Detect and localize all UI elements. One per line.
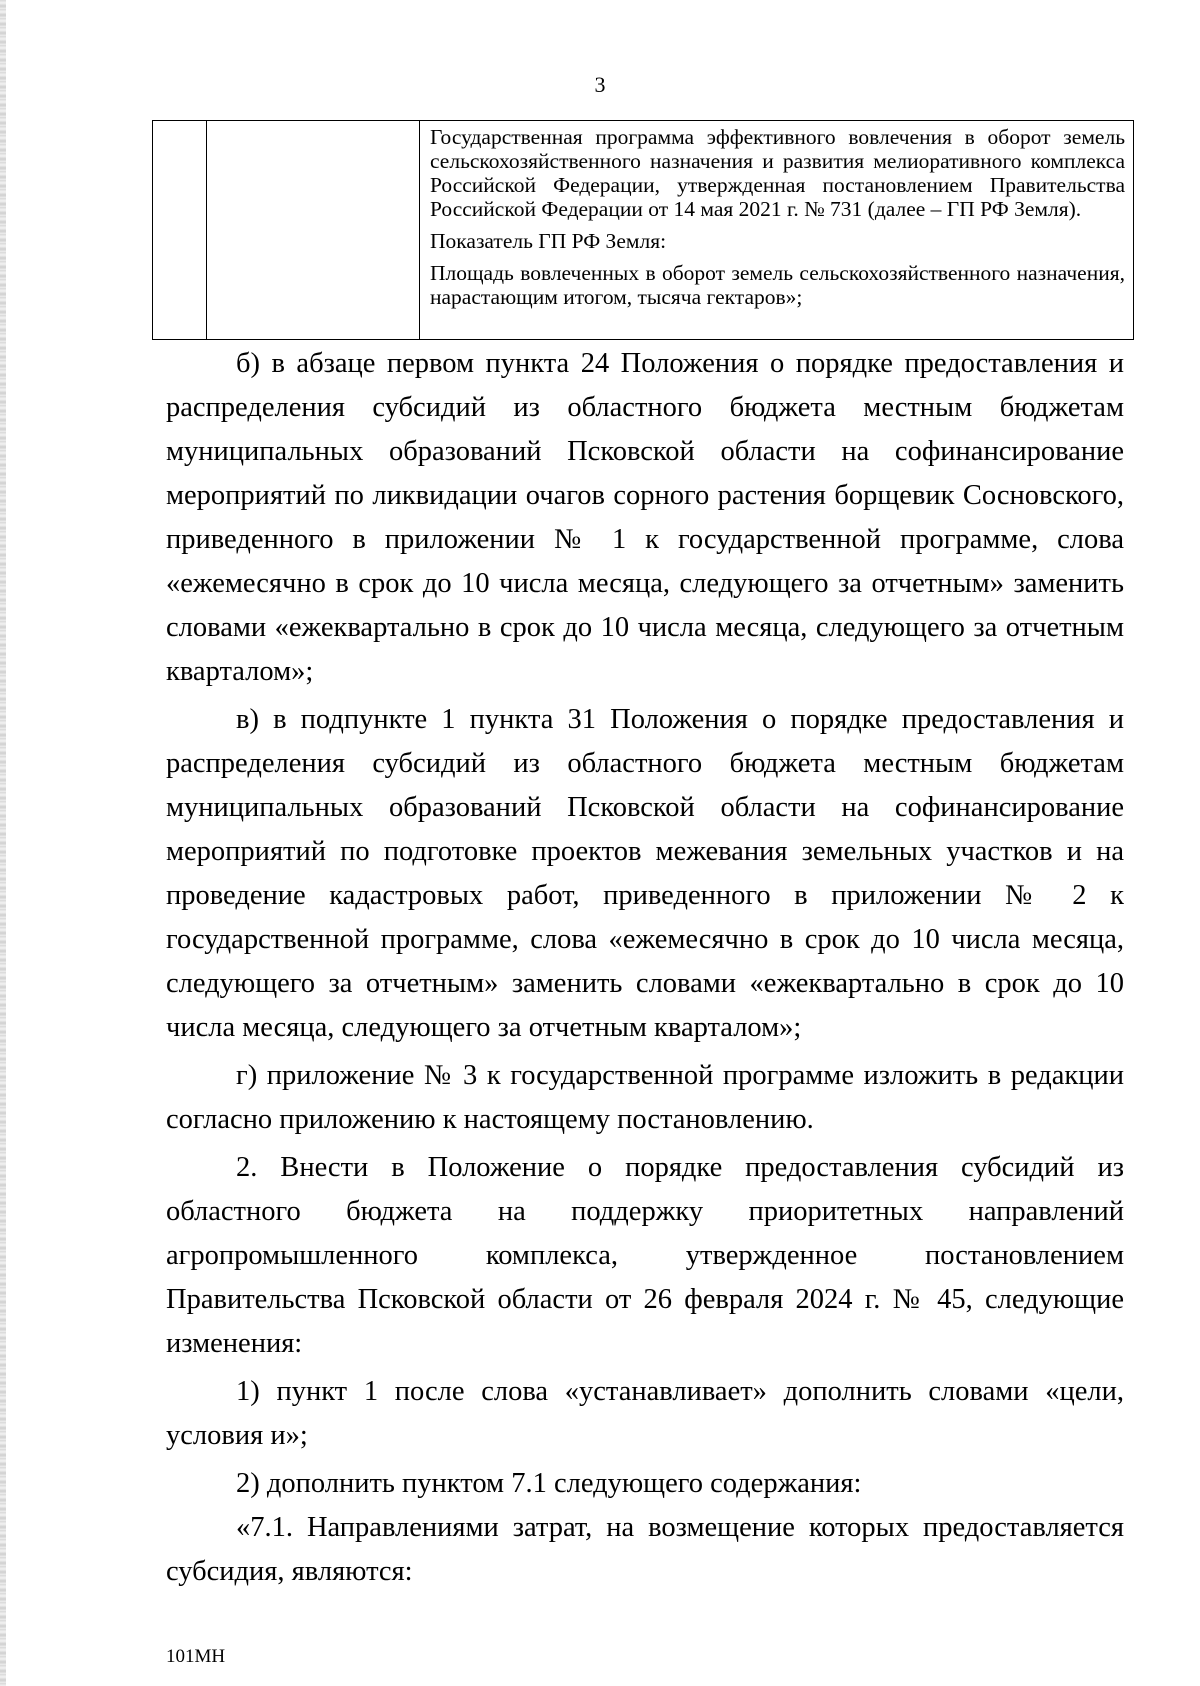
- table-cell-text: [420, 121, 1134, 340]
- scan-edge: [0, 0, 6, 1686]
- paragraph-7-1: «7.1. Направлениями затрат, на возмещение которых предоставляется субсидия, являются:: [166, 1512, 1124, 1587]
- table-cell-empty-1: [153, 121, 207, 340]
- paragraph-2-2: 2) дополнить пунктом 7.1 следующего содержания:: [236, 1468, 862, 1499]
- table-row: [153, 121, 1134, 340]
- program-description: Государственная программа эффективного вовлечения в оборот земель сельскохозяйственного назначения и развития мелиоративного комплекса Российской Федерации, утвержденная постановлением Правительства Российской Федерации от 14 мая 2021 г. № 731 (далее – ГП РФ Земля).: [430, 125, 1125, 221]
- body-text: [166, 342, 1124, 1598]
- indicator-heading: Показатель ГП РФ Земля:: [430, 229, 667, 253]
- paragraph-2-1: 1) пункт 1 после слова «устанавливает» дополнить словами «цели, условия и»;: [166, 1376, 1124, 1451]
- paragraph-g: г) приложение № 3 к государственной программе изложить в редакции согласно приложению к настоящему постановлению.: [166, 1060, 1124, 1135]
- indicator-description: Площадь вовлеченных в оборот земель сельскохозяйственного назначения, нарастающим итогом, тысяча гектаров»;: [430, 261, 1125, 309]
- page-number: 3: [594, 72, 606, 97]
- paragraph-v: в) в подпункте 1 пункта 31 Положения о порядке предоставления и распределения субсидий из областного бюджета местным бюджетам муниципальных образований Псковской области на софинансирование мероприятий по подготовке проектов межевания земельных участков и на проведение кадастровых работ, приведенного в приложении № 2 к государственной программе, слова «ежемесячно в срок до 10 числа месяца, следующего за отчетным» заменить словами «ежеквартально в срок до 10 числа месяца, следующего за отчетным кварталом»;: [166, 704, 1124, 1043]
- footer-code: 101МН: [166, 1646, 226, 1667]
- paragraph-2: 2. Внести в Положение о порядке предоставления субсидий из областного бюджета на поддержку приоритетных направлений агропромышленного комплекса, утвержденное постановлением Правительства Псковской области от 26 февраля 2024 г. № 45, следующие изменения:: [166, 1152, 1124, 1359]
- program-table: [152, 120, 1134, 340]
- table-cell-empty-2: [207, 121, 420, 340]
- paragraph-b: б) в абзаце первом пункта 24 Положения о порядке предоставления и распределения субсидий из областного бюджета местным бюджетам муниципальных образований Псковской области на софинансирование мероприятий по ликвидации очагов сорного растения борщевик Сосновского, приведенного в приложении № 1 к государственной программе, слова «ежемесячно в срок до 10 числа месяца, следующего за отчетным» заменить словами «ежеквартально в срок до 10 числа месяца, следующего за отчетным кварталом»;: [166, 348, 1124, 687]
